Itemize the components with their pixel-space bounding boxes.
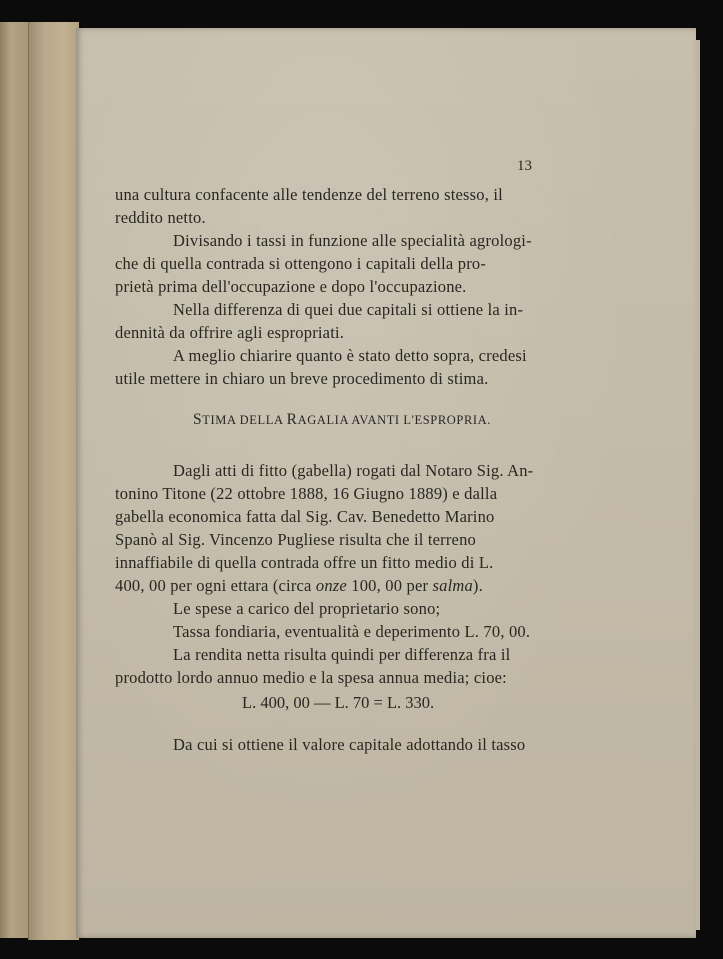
text-line: prodotto lordo annuo medio e la spesa annua media; cioe: — [115, 668, 507, 687]
book-gutter — [28, 22, 79, 940]
book-spine — [0, 22, 28, 938]
text-line: innaffiabile di quella contrada offre un fitto medio di L. — [115, 553, 494, 572]
text-line: Tassa fondiaria, eventualità e deperimento L. 70, 00. — [173, 622, 531, 641]
section-heading: STIMA DELLA RAGALIA AVANTI L'ESPROPRIA. — [193, 411, 492, 428]
text-line: Spanò al Sig. Vincenzo Pugliese risulta che il terreno — [115, 530, 476, 549]
text-line: La rendita netta risulta quindi per differenza fra il — [173, 645, 511, 664]
text-line: prietà prima dell'occupazione e dopo l'occupazione. — [115, 277, 467, 296]
text-line: Nella differenza di quei due capitali si ottiene la in- — [173, 300, 524, 319]
text-line: Le spese a carico del proprietario sono; — [173, 599, 441, 618]
text-line: reddito netto. — [115, 208, 206, 227]
text-line-400: 400, 00 per ogni ettara (circa onze 100, 00 per salma). — [115, 576, 483, 595]
formula: L. 400, 00 — L. 70 = L. 330. — [242, 693, 435, 712]
text-line: gabella economica fatta dal Sig. Cav. Benedetto Marino — [115, 507, 495, 526]
text-line: dennità da offrire agli espropriati. — [115, 323, 345, 342]
text-line: A meglio chiarire quanto è stato detto sopra, credesi — [173, 346, 527, 365]
text-line: una cultura confacente alle tendenze del terreno stesso, il — [115, 185, 503, 204]
text-line: utile mettere in chiaro un breve procedimento di stima. — [115, 369, 489, 388]
text-line: che di quella contrada si ottengono i capitali della pro- — [115, 254, 487, 273]
text-line: Da cui si ottiene il valore capitale adottando il tasso — [173, 735, 526, 754]
text-line: Dagli atti di fitto (gabella) rogati dal Notaro Sig. An- — [173, 461, 534, 480]
text-line: tonino Titone (22 ottobre 1888, 16 Giugno 1889) e dalla — [115, 484, 498, 503]
page-number: 13 — [517, 158, 532, 174]
text-line: Divisando i tassi in funzione alle specialità agrologi- — [173, 231, 532, 250]
